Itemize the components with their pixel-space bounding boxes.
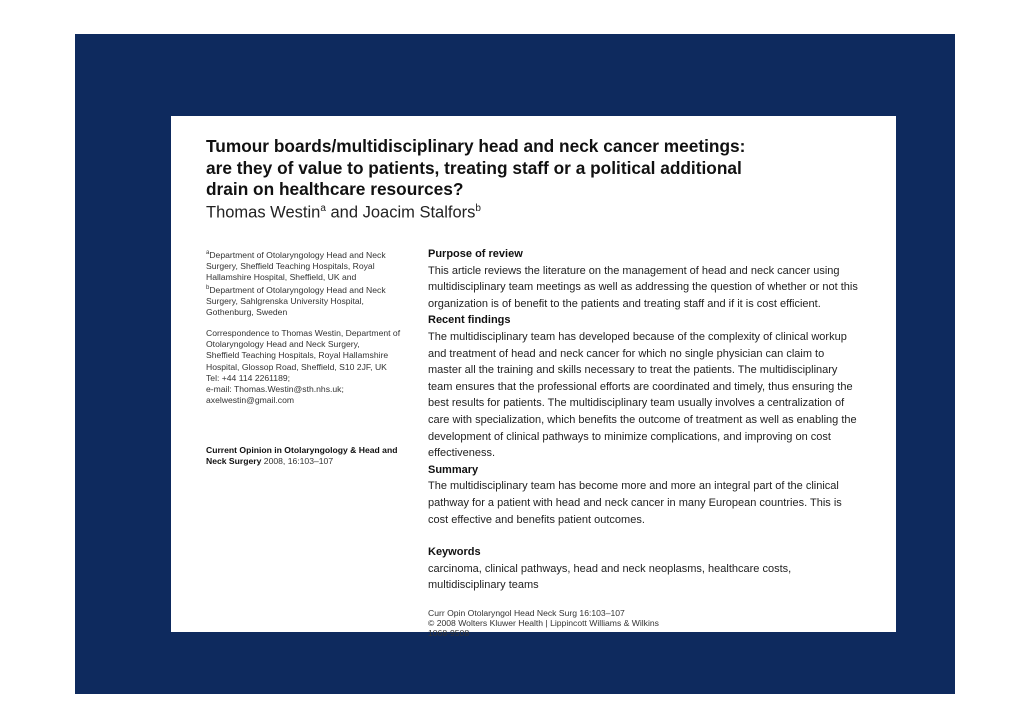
- affiliation-line: [206, 283, 418, 296]
- section-heading-summary: Summary: [428, 463, 479, 476]
- correspondence-line: Tel: +44 114 2261189;: [206, 372, 291, 383]
- journal-name: Current Opinion in Otolaryngology & Head and: [206, 444, 398, 455]
- sidebar-column: [206, 248, 418, 467]
- correspondence-line: Hospital, Glossop Road, Sheffield, S10 2JF, UK: [206, 361, 387, 372]
- affiliation-line: [206, 248, 418, 261]
- section-heading-keywords: Keywords: [428, 546, 481, 559]
- abstract-line: The multidisciplinary team has developed because of the complexity of clinical workup: [428, 330, 847, 343]
- affiliation-marker: b: [475, 203, 481, 214]
- author-name: Thomas Westin: [206, 203, 321, 222]
- keywords-line: carcinoma, clinical pathways, head and neck neoplasms, healthcare costs,: [428, 562, 792, 575]
- section-heading-purpose: Purpose of review: [428, 248, 523, 260]
- correspondence-line: Otolaryngology Head and Neck Surgery,: [206, 339, 360, 350]
- affiliation-text: Department of Otolaryngology Head and Neck: [209, 249, 386, 260]
- abstract-line: organization is of benefit to the patients and treating staff and if it is cost efficient.: [428, 297, 821, 310]
- abstract-line: development of clinical pathways to minimize complications, and improving on cost: [428, 430, 831, 443]
- abstract-line: pathway for a patient with head and neck cancer in many European countries. This is: [428, 496, 842, 509]
- section-heading-findings: Recent findings: [428, 314, 511, 327]
- journal-name: Neck Surgery: [206, 456, 262, 467]
- correspondence-email: axelwestin@gmail.com: [206, 394, 295, 405]
- correspondence-line: Sheffield Teaching Hospitals, Royal Hallamshire: [206, 350, 389, 361]
- correspondence-line: Correspondence to Thomas Westin, Department of: [206, 328, 401, 339]
- paper-page: [171, 116, 896, 639]
- correspondence: [206, 328, 418, 406]
- journal-volume: 2008, 16:103–107: [261, 456, 334, 467]
- affiliation-line: Hallamshire Hospital, Sheffield, UK and: [206, 272, 357, 283]
- footer-line: 1068-9508: [428, 628, 470, 639]
- author-list: [206, 203, 481, 223]
- paper-title: [206, 136, 896, 201]
- author-name: Joacim Stalfors: [362, 203, 476, 222]
- copyright-footer: [428, 608, 858, 639]
- abstract-line: cost effective and benefits patient outcomes.: [428, 513, 645, 526]
- abstract-line: team ensures that the professional efforts are coordinated and timely, thus ensuring the: [428, 380, 853, 393]
- affiliations: [206, 248, 418, 318]
- abstract-column: [428, 246, 858, 638]
- abstract-line: The multidisciplinary team has become more and more an integral part of the clinical: [428, 480, 839, 493]
- abstract-line: care with specialization, which benefits the outcome of treatment as well as enabling the: [428, 413, 857, 426]
- footer-line: © 2008 Wolters Kluwer Health | Lippincott Williams & Wilkins: [428, 618, 659, 629]
- title-line: drain on healthcare resources?: [206, 179, 464, 199]
- affiliation-marker: a: [320, 203, 326, 214]
- abstract-line: multidisciplinary team meetings as well as addressing the question of whether or not this: [428, 281, 858, 294]
- abstract-line: master all the training and skills necessary to treat the patients. The multidisciplinary: [428, 364, 838, 377]
- affiliation-line: Surgery, Sahlgrenska University Hospital,: [206, 296, 364, 307]
- affiliation-marker: a: [206, 250, 210, 256]
- abstract-line: and treatment of head and neck cancer for which no single physician can claim to: [428, 347, 825, 360]
- keywords-line: multidisciplinary teams: [428, 579, 539, 592]
- affiliation-marker: b: [206, 285, 210, 292]
- correspondence-email: e-mail: Thomas.Westin@sth.nhs.uk;: [206, 383, 344, 394]
- journal-citation: [206, 445, 418, 467]
- author-separator: and: [325, 203, 363, 222]
- title-line: Tumour boards/multidisciplinary head and neck cancer meetings:: [206, 136, 746, 156]
- abstract-line: effectiveness.: [428, 447, 496, 460]
- footer-line: Curr Opin Otolaryngol Head Neck Surg 16:103–107: [428, 607, 625, 618]
- abstract-line: best results for patients. The multidisciplinary team usually involves a centralization of: [428, 397, 845, 410]
- abstract-line: This article reviews the literature on the management of head and neck cancer using: [428, 264, 840, 277]
- affiliation-line: Surgery, Sheffield Teaching Hospitals, Royal: [206, 260, 375, 271]
- affiliation-line: Gothenburg, Sweden: [206, 307, 288, 318]
- title-line: are they of value to patients, treating staff or a political additional: [206, 157, 742, 178]
- affiliation-text: Department of Otolaryngology Head and Neck: [209, 285, 386, 295]
